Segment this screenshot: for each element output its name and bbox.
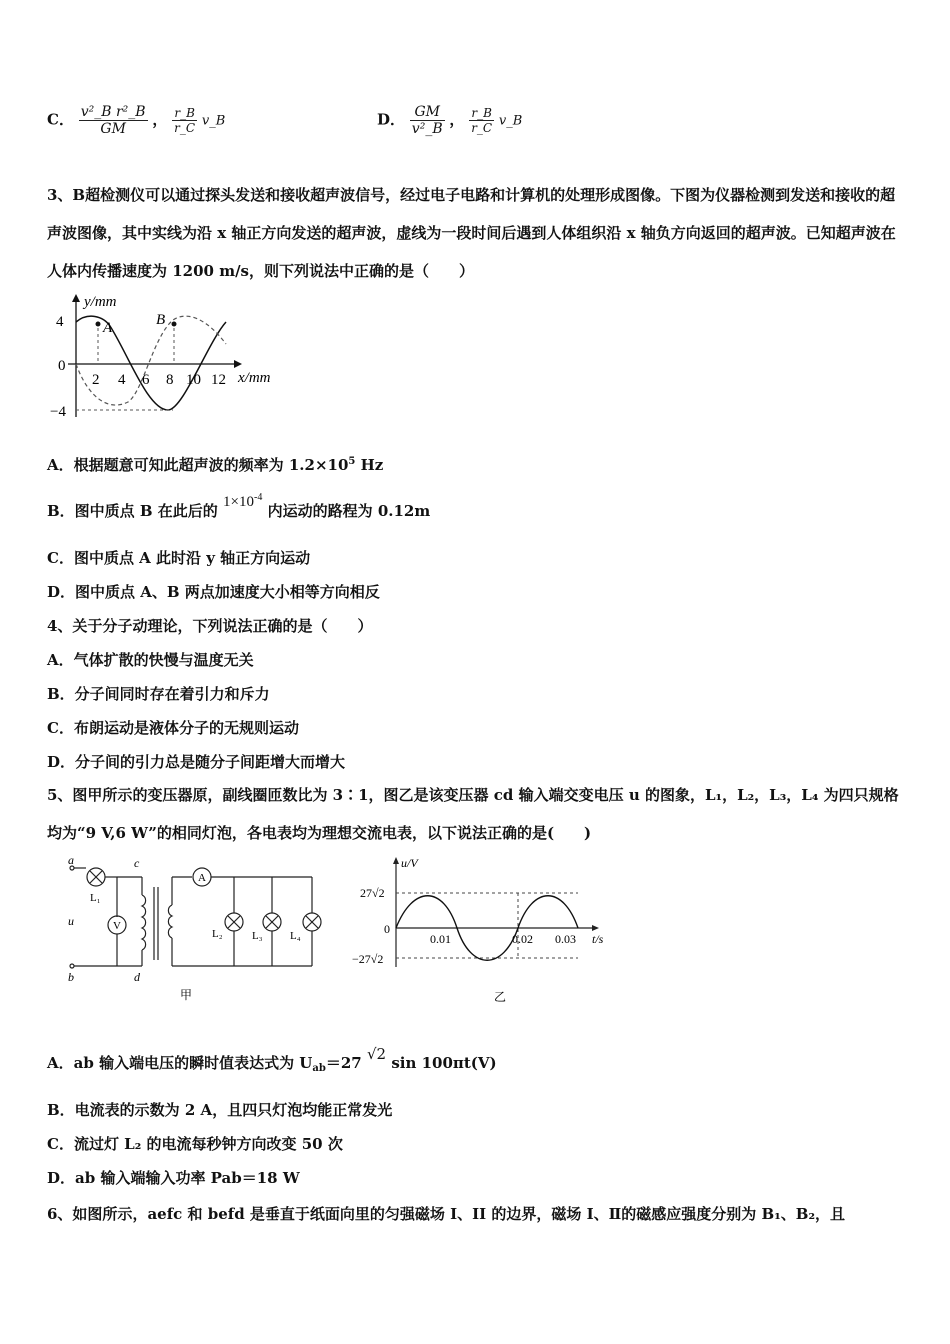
q3-x-tick-2: 2 bbox=[92, 372, 100, 388]
svg-text:L₁: L₁ bbox=[90, 892, 101, 904]
svg-text:0.03: 0.03 bbox=[555, 932, 576, 946]
option-c-row: C． $\frac{\text{v²\_B r²\_B}}{GM}$ ， $\frac{r\_B}{r\_C}$ v_B bbox=[47, 104, 226, 137]
q3-y-label: y/mm bbox=[84, 294, 117, 310]
q3-y-tick-neg4: −4 bbox=[50, 404, 66, 420]
svg-text:t/s: t/s bbox=[592, 932, 604, 946]
q3-option-b: B．图中质点 B 在此后的 $1\times 10^{-4}$ 内运动的路程为 0.12m bbox=[47, 492, 431, 520]
q5-voltage-graph bbox=[348, 855, 618, 1005]
graph-caption: 乙 bbox=[494, 990, 507, 1004]
option-c-frac1-den: GM bbox=[100, 121, 126, 137]
q3-x-tick-8: 8 bbox=[166, 372, 174, 388]
option-c-frac2-den: r_C bbox=[174, 121, 196, 135]
q5-option-d: D．ab 输入端输入功率 Pab＝18 W bbox=[47, 1169, 300, 1187]
option-d-frac1-den: v²_B bbox=[411, 121, 443, 137]
option-c-fraction-1 bbox=[79, 104, 148, 137]
option-d-frac2-den: r_C bbox=[471, 121, 493, 135]
option-d-fraction-1 bbox=[410, 104, 445, 137]
svg-text:L₄: L₄ bbox=[290, 930, 301, 942]
q3-label-b: B bbox=[156, 312, 166, 328]
svg-text:−27√2: −27√2 bbox=[352, 952, 384, 966]
svg-text:0: 0 bbox=[384, 922, 390, 936]
q3-x-tick-4: 4 bbox=[118, 372, 126, 388]
option-d-fraction-2 bbox=[469, 106, 494, 135]
option-d-frac2-num: r_B bbox=[469, 106, 494, 121]
svg-text:a: a bbox=[68, 855, 74, 867]
q3-x-tick-12: 12 bbox=[211, 372, 226, 388]
svg-text:27√2: 27√2 bbox=[360, 886, 385, 900]
q5-circuit-diagram bbox=[62, 855, 332, 1005]
q3-stem: 3、B超检测仪可以通过探头发送和接收超声波信号，经过电子电路和计算机的处理形成图像。下图为仪器检测到发送和接收的超声波图像，其中实线为沿 x 轴正方向发送的超声波，虚线为一段时间后遇到人体组织沿 x 轴负方向返回的超声波。已知超声波在人体内传播速度为 1200 m/s，则下列说法中正确的是（ ） bbox=[47, 186, 896, 280]
svg-text:V: V bbox=[113, 920, 121, 932]
svg-text:L₃: L₃ bbox=[252, 930, 263, 942]
q3-point-b bbox=[172, 322, 177, 327]
svg-text:u/V: u/V bbox=[401, 856, 418, 870]
q3-y-tick-4: 4 bbox=[56, 314, 64, 330]
q3-y-tick-0: 0 bbox=[58, 358, 66, 374]
svg-text:0.01: 0.01 bbox=[430, 932, 451, 946]
svg-text:b: b bbox=[68, 970, 74, 984]
q3-y-arrow bbox=[72, 294, 80, 302]
q5-option-a: A．ab 输入端电压的瞬时值表达式为 $U_{ab}=27$ √2 sin 100πt(V) bbox=[47, 1045, 497, 1074]
option-d-v: v_B bbox=[498, 113, 523, 129]
q4-option-a: A．气体扩散的快慢与温度无关 bbox=[47, 651, 254, 669]
svg-text:d: d bbox=[134, 970, 140, 984]
q6-stem: 6、如图所示，aefc 和 befd 是垂直于纸面向里的匀强磁场 I、II 的边界，磁场 I、Ⅱ的磁感应强度分别为 B₁、B₂，且 bbox=[47, 1205, 846, 1223]
option-d-row: D． $\frac{GM}{\text{v²\_B}}$ ， $\frac{r\_B}{r\_C}$ v_B bbox=[377, 104, 523, 137]
option-c-label: C． bbox=[47, 110, 74, 129]
circuit-caption: 甲 bbox=[180, 988, 193, 1002]
q4-option-d: D．分子间的引力总是随分子间距增大而增大 bbox=[47, 753, 346, 771]
svg-text:0.02: 0.02 bbox=[512, 932, 533, 946]
q3-x-arrow bbox=[234, 360, 242, 368]
option-c-frac2-num: r_B bbox=[172, 106, 197, 121]
option-c-frac1-num: v²_B r²_B bbox=[80, 104, 146, 120]
q3-option-a: A．根据题意可知此超声波的频率为 $1.2\times 10^5$ Hz bbox=[47, 456, 384, 474]
option-d-frac1-num: GM bbox=[410, 104, 445, 121]
q3-option-b-value: $1\times 10^{-4}$ bbox=[223, 492, 263, 510]
q3-point-a bbox=[96, 322, 101, 327]
svg-text:A: A bbox=[198, 872, 206, 884]
q5-option-b: B．电流表的示数为 2 A，且四只灯泡均能正常发光 bbox=[47, 1101, 393, 1119]
option-c-fraction-2 bbox=[172, 106, 197, 135]
q3-x-tick-6: 6 bbox=[142, 372, 150, 388]
q3-x-label: x/mm bbox=[238, 370, 271, 386]
svg-text:c: c bbox=[134, 856, 140, 870]
q3-option-d: D．图中质点 A、B 两点加速度大小相等方向相反 bbox=[47, 583, 380, 601]
q3-x-tick-10: 10 bbox=[186, 372, 201, 388]
q3-wave-chart bbox=[48, 292, 308, 422]
q5-stem: 5、图甲所示的变压器原，副线圈匝数比为 3∶1，图乙是该变压器 cd 输入端交变电压 u 的图象，L₁，L₂，L₃，L₄ 为四只规格均为“9 V,6 W”的相同灯泡，各电表均为理想交流电表，以下说法正确的是( ) bbox=[47, 786, 899, 842]
q4-option-b: B．分子间同时存在着引力和斥力 bbox=[47, 685, 270, 703]
q3-option-c: C．图中质点 A 此时沿 y 轴正方向运动 bbox=[47, 549, 311, 567]
q5-option-a-root: √2 bbox=[366, 1045, 387, 1063]
q3-label-a: A bbox=[103, 320, 113, 336]
option-c-v: v_B bbox=[201, 113, 226, 129]
option-d-label: D． bbox=[377, 110, 406, 129]
q4-stem: 4、关于分子动理论，下列说法正确的是（ ） bbox=[47, 617, 373, 635]
q5-option-c: C．流过灯 L₂ 的电流每秒钟方向改变 50 次 bbox=[47, 1135, 343, 1153]
svg-text:L₂: L₂ bbox=[212, 928, 223, 940]
q4-option-c: C．布朗运动是液体分子的无规则运动 bbox=[47, 719, 299, 737]
svg-text:u: u bbox=[68, 914, 74, 928]
